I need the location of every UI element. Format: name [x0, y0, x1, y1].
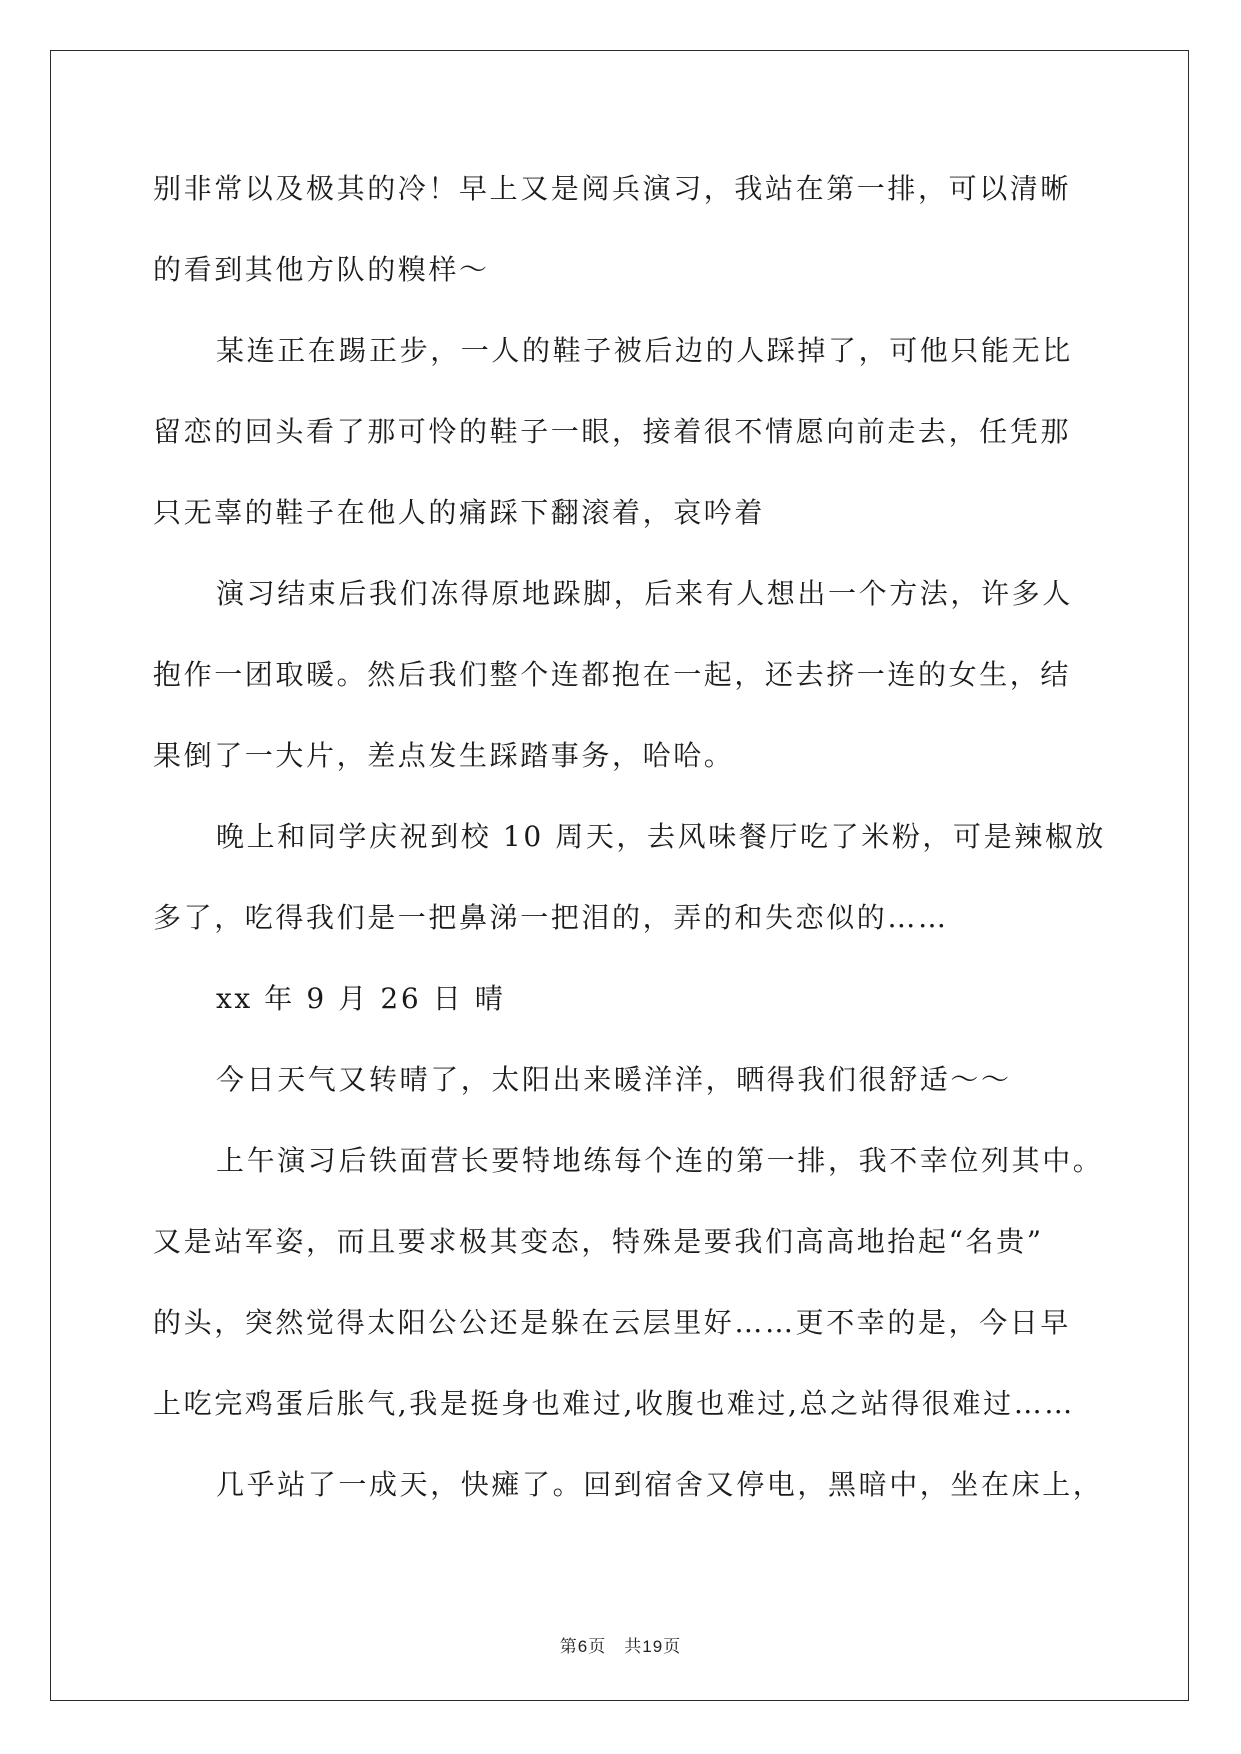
text-line: 的头，突然觉得太阳公公还是躲在云层里好……更不幸的是，今日早 — [153, 1306, 1072, 1339]
paragraph-start-line: 今日天气又转晴了，太阳出来暖洋洋，晒得我们很舒适～～ — [216, 1063, 1012, 1096]
paragraph-start-line: 晚上和同学庆祝到校 10 周天，去风味餐厅吃了米粉，可是辣椒放 — [216, 820, 1107, 853]
text-line: 果倒了一大片，差点发生踩踏事务，哈哈。 — [153, 739, 735, 772]
paragraph-start-line: 几乎站了一成天，快瘫了。回到宿舍又停电，黑暗中，坐在床上， — [216, 1468, 1104, 1501]
text-line: 只无辜的鞋子在他人的痛踩下翻滚着，哀吟着 — [153, 496, 766, 529]
text-line: 上吃完鸡蛋后胀气,我是挺身也难过,收腹也难过,总之站得很难过…… — [153, 1387, 1075, 1420]
diary-date-heading: xx 年 9 月 26 日 晴 — [216, 982, 506, 1015]
text-line: 又是站军姿，而且要求极其变态，特殊是要我们高高地抬起“名贵” — [153, 1225, 1044, 1258]
text-line: 的看到其他方队的糗样～ — [153, 253, 490, 286]
total-page-count: 19 — [642, 1637, 664, 1656]
text-line: 别非常以及极其的冷！早上又是阅兵演习，我站在第一排，可以清晰 — [153, 172, 1072, 205]
total-label-suffix: 页 — [663, 1637, 682, 1657]
text-line: 抱作一团取暖。然后我们整个连都抱在一起，还去挤一连的女生，结 — [153, 658, 1072, 691]
paragraph-start-line: 某连正在踢正步，一人的鞋子被后边的人踩掉了，可他只能无比 — [216, 334, 1073, 367]
paragraph-start-line: 演习结束后我们冻得原地跺脚，后来有人想出一个方法，许多人 — [216, 577, 1073, 610]
page-footer — [0, 1632, 1241, 1657]
page-label-suffix: 页 — [588, 1637, 607, 1657]
page-label-prefix: 第 — [559, 1637, 578, 1657]
text-line: 留恋的回头看了那可怜的鞋子一眼，接着很不情愿向前走去，任凭那 — [153, 415, 1072, 448]
document-body — [153, 162, 1113, 1539]
paragraph-start-line: 上午演习后铁面营长要特地练每个连的第一排，我不幸位列其中。 — [216, 1144, 1104, 1177]
total-label-prefix: 共 — [624, 1637, 643, 1657]
current-page-number: 6 — [577, 1637, 589, 1656]
text-line: 多了，吃得我们是一把鼻涕一把泪的，弄的和失恋似的…… — [153, 901, 949, 934]
